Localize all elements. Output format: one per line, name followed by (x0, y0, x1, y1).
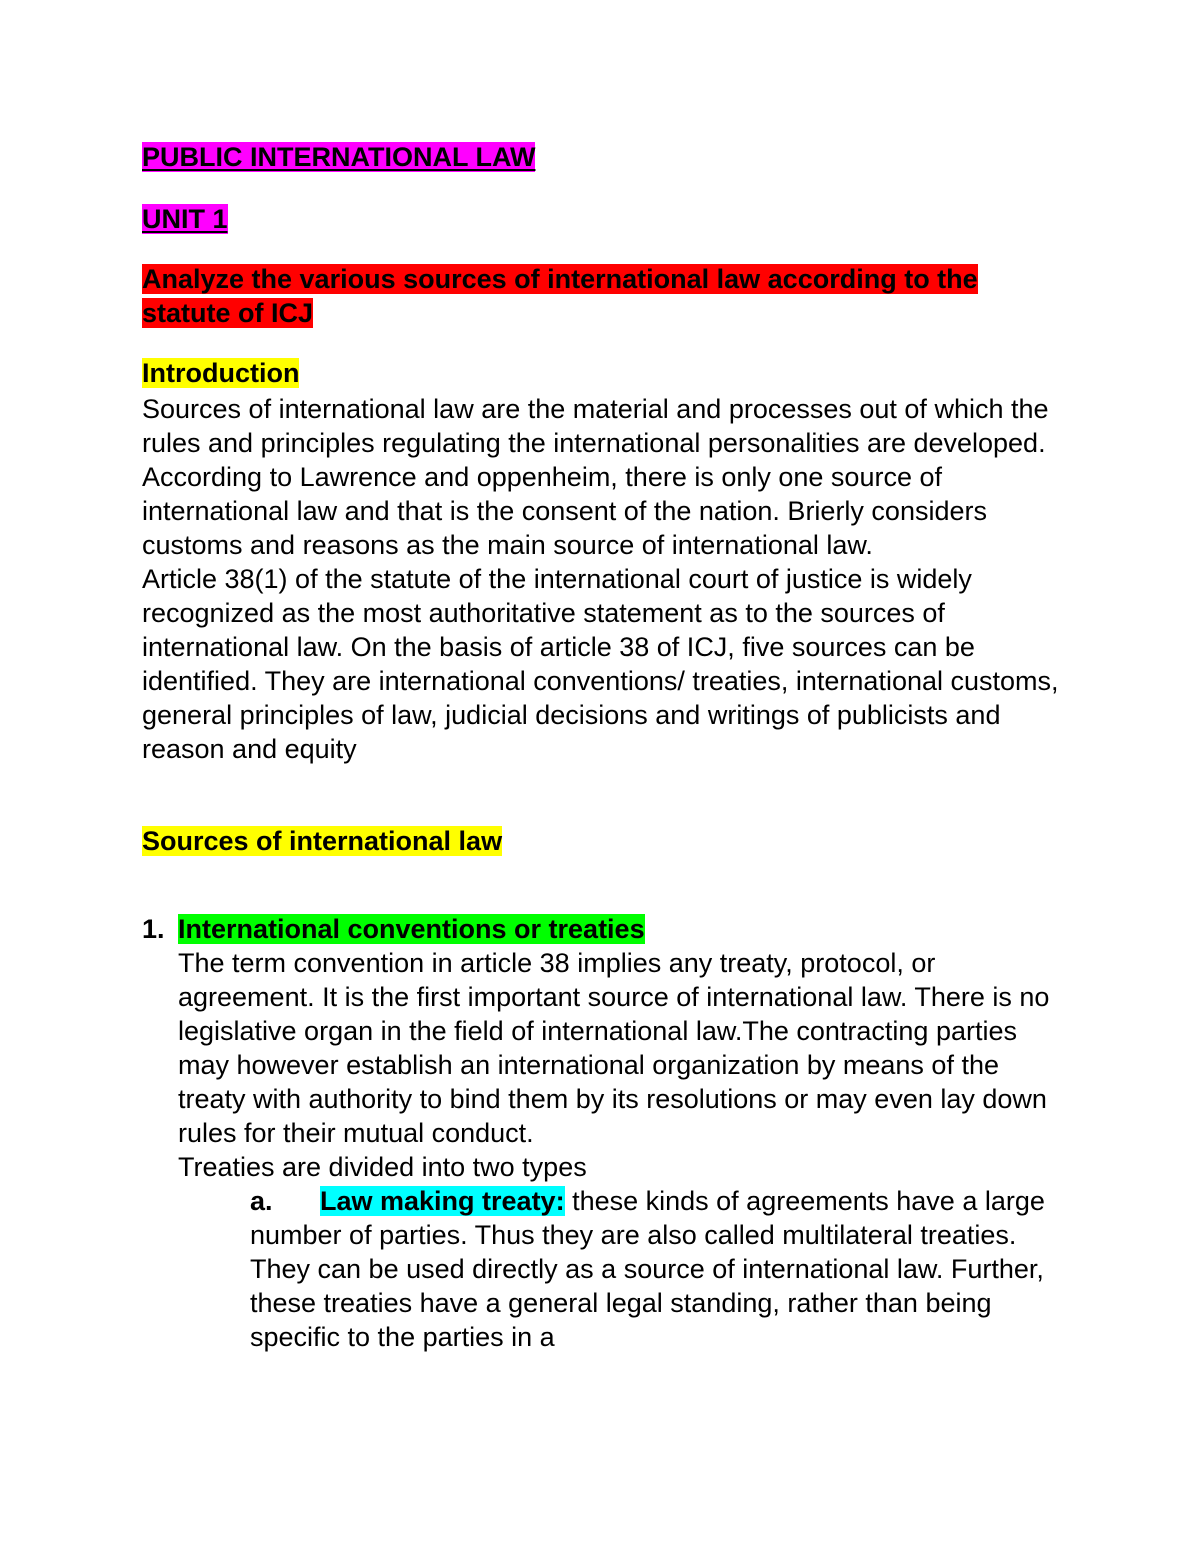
document-title (142, 140, 535, 174)
sub-list-item-content (250, 1184, 1050, 1354)
introduction-paragraph-2: Article 38(1) of the statute of the international court of justice is widely recognized as the most authoritative statement as to the sources of international law. On the basis of article 38 of ICJ, five sources can be identified. They are international conventions/ treaties, international customs, general principles of law, judicial decisions and writings of publicists and reason and equity (142, 564, 1059, 764)
sub-list-item-letter: a. (250, 1186, 273, 1216)
question-text: Analyze the various sources of international law according to the statute of ICJ (142, 264, 978, 328)
sub-list-item-law-making-treaty (250, 1184, 1050, 1354)
list-item-number: 1. (142, 914, 165, 944)
treaty-types-intro: Treaties are divided into two types (178, 1152, 587, 1182)
list-item-treaties (142, 912, 1058, 1354)
introduction-heading (142, 356, 299, 390)
introduction-paragraph-1: Sources of international law are the material and processes out of which the rules and principles regulating the international personalities are developed. According to Lawrence and oppenheim, there is only one source of international law and that is the consent of the nation. Brierly considers customs and reasons as the main source of international law. (142, 394, 1049, 560)
sources-heading (142, 824, 502, 858)
list-item-heading: International conventions or treaties (178, 914, 645, 944)
sub-list-item-heading: Law making treaty: (320, 1186, 565, 1216)
title-text: PUBLIC INTERNATIONAL LAW (142, 142, 536, 172)
unit-label (142, 202, 228, 236)
sub-list-item-body: these kinds of agreements have a large number of parties. Thus they are also called multilateral treaties. They can be used directly as a source of international law. Further, these treaties have a general legal standing, rather than being specific to the parties in a (250, 1186, 1045, 1352)
introduction-heading-text: Introduction (142, 358, 300, 388)
sources-heading-text: Sources of international law (142, 826, 503, 856)
introduction-body (142, 392, 1072, 766)
unit-text: UNIT 1 (142, 204, 228, 234)
list-item-body: The term convention in article 38 implies any treaty, protocol, or agreement. It is the first important source of international law. There is no legislative organ in the field of international law.The contracting parties may however establish an international organization by means of the treaty with authority to bind them by its resolutions or may even lay down rules for their mutual conduct. (178, 948, 1050, 1148)
question-heading (142, 262, 1062, 330)
